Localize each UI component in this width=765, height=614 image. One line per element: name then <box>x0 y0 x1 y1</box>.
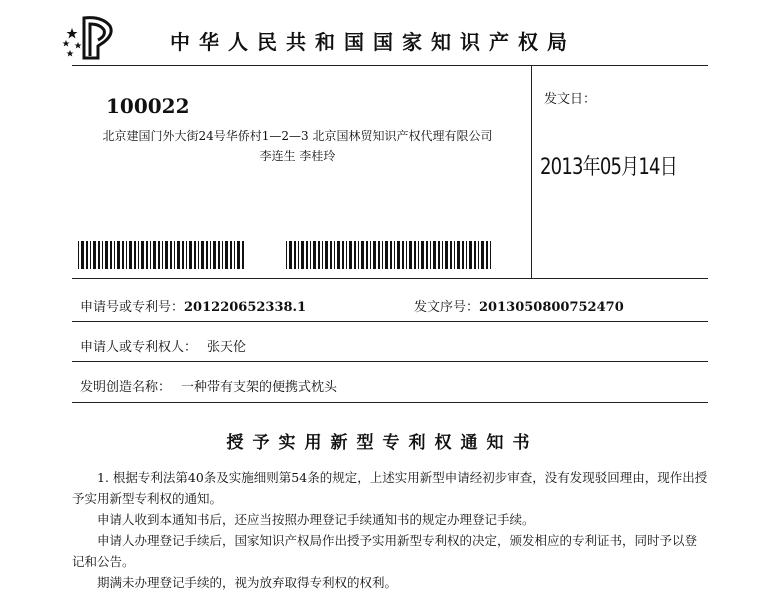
rule-4 <box>72 402 708 403</box>
notice-paragraph: 申请人收到本通知书后，还应当按照办理登记手续通知书的规定办理登记手续。 <box>97 512 535 527</box>
serial-number-field <box>414 296 624 315</box>
notice-body <box>72 467 708 593</box>
barcode-left <box>78 241 246 269</box>
top-rule <box>72 65 708 66</box>
rule-1 <box>72 278 708 279</box>
notice-paragraph: 期满未办理登记手续的，视为放弃取得专利权的权利。 <box>97 575 398 590</box>
dispatch-date-label: 发文日： <box>544 92 597 107</box>
column-divider <box>531 65 532 278</box>
invention-label: 发明创造名称： <box>80 380 172 395</box>
recipient-address-block <box>80 126 515 166</box>
office-title: 中华人民共和国国家知识产权局 <box>170 30 576 54</box>
recipient-names: 李连生 李桂玲 <box>259 149 336 163</box>
application-number-field <box>80 296 306 315</box>
invention-field <box>80 376 337 395</box>
applicant-field <box>80 336 246 355</box>
rule-3 <box>72 361 708 362</box>
recipient-address: 北京建国门外大街24号华侨村1—2—3 北京国林贸知识产权代理有限公司 <box>102 129 493 143</box>
serial-number-label: 发文序号： <box>414 300 480 315</box>
notice-paragraph: 申请人办理登记手续后，国家知识产权局作出授予实用新型专利权的决定，颁发相应的专利证书，同时予以登记和公告。 <box>72 533 698 569</box>
notice-paragraph: 1. 根据专利法第40条及实施细则第54条的规定，上述实用新型申请经初步审查，没有发现驳回理由，现作出授予实用新型专利权的通知。 <box>72 470 708 506</box>
applicant-name: 张天伦 <box>207 340 247 355</box>
invention-title: 一种带有支架的便携式枕头 <box>181 380 338 395</box>
barcode-right <box>286 241 493 269</box>
serial-number: 2013050800752470 <box>479 300 624 315</box>
notice-title: 授予实用新型专利权通知书 <box>226 433 539 453</box>
application-number-label: 申请号或专利号： <box>80 300 185 315</box>
postcode: 100022 <box>106 94 190 118</box>
sipo-emblem-icon <box>58 12 118 60</box>
dispatch-date: 2013年05月14日 <box>540 155 677 180</box>
application-number: 201220652338.1 <box>184 300 307 315</box>
rule-2 <box>72 321 708 322</box>
applicant-label: 申请人或专利权人： <box>80 340 198 355</box>
